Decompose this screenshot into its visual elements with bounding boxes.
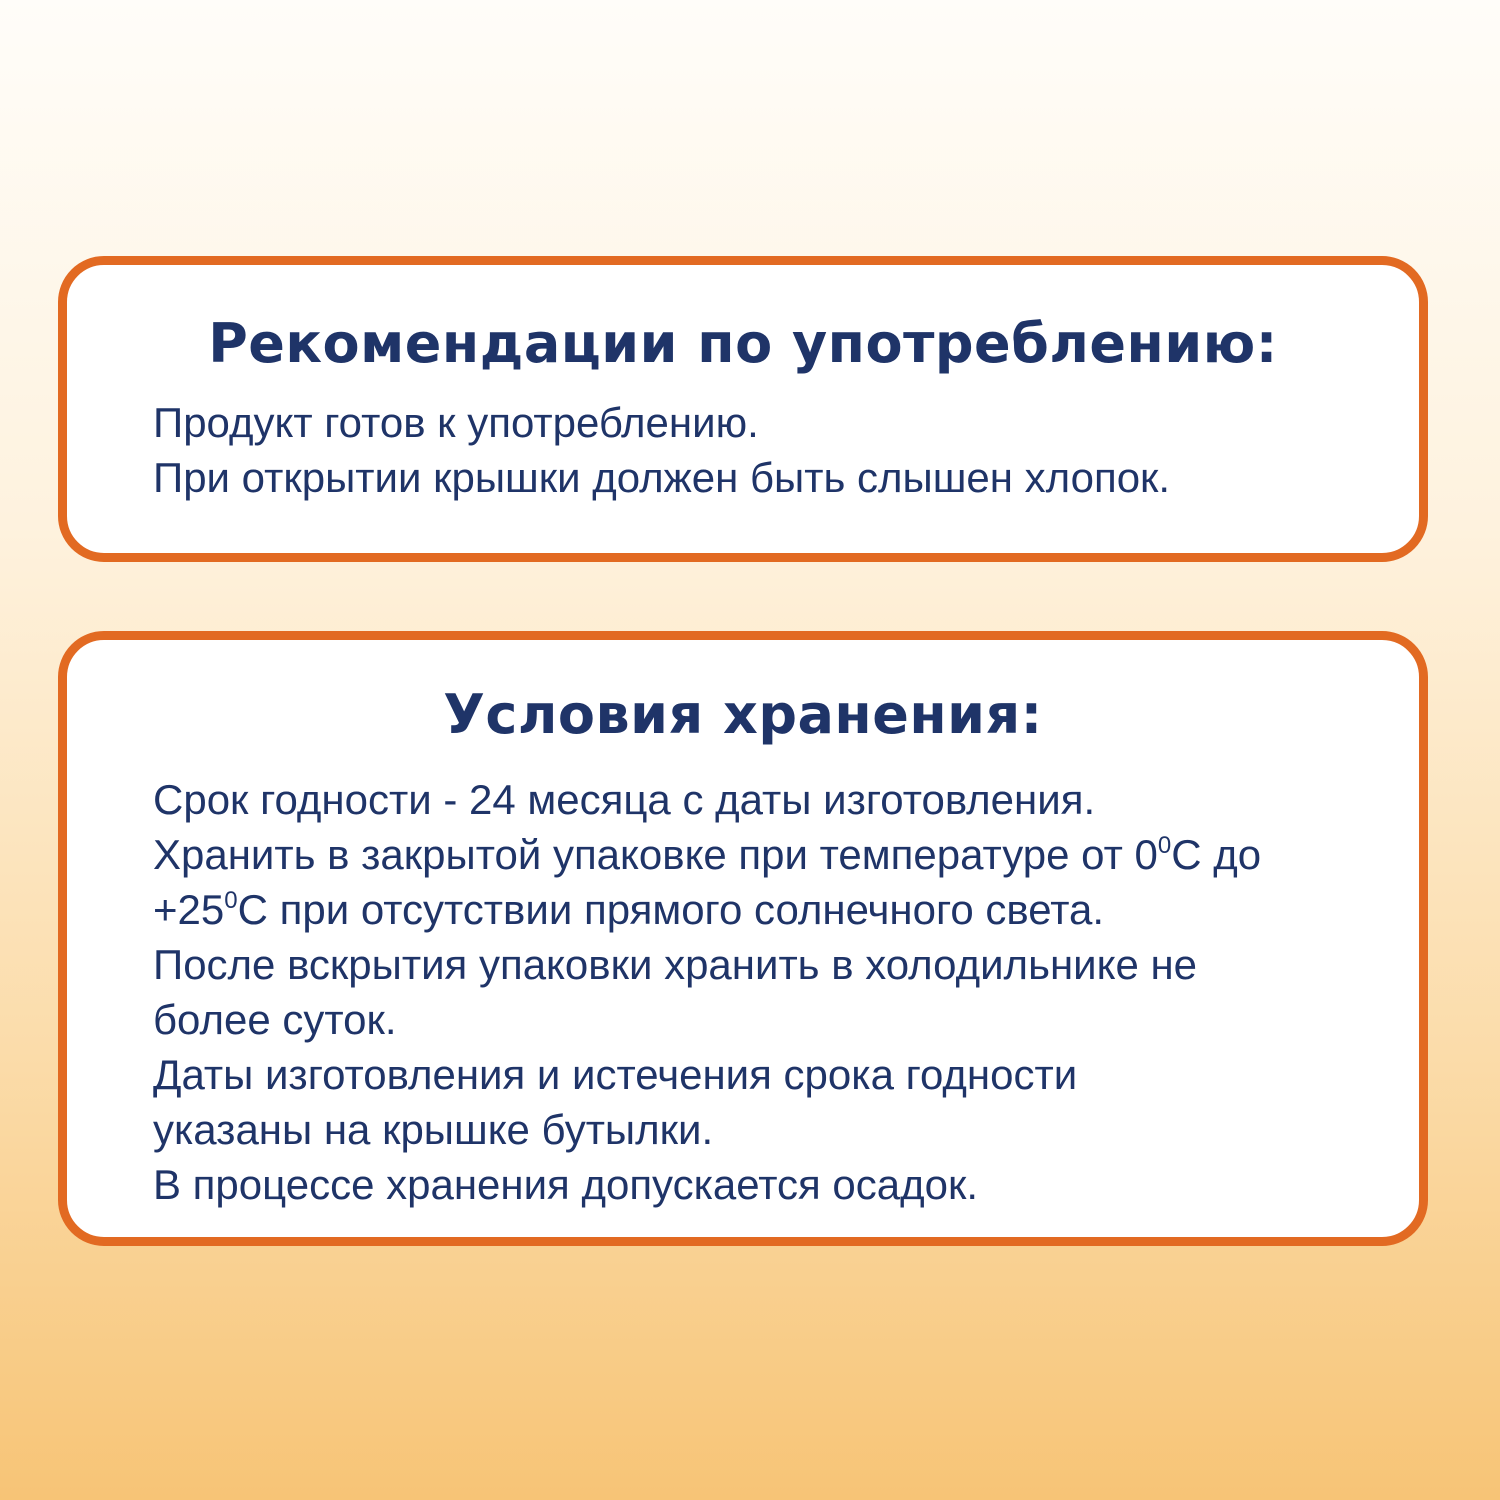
after-opening-text-1: После вскрытия упаковки хранить в холодильнике не — [153, 941, 1198, 988]
temperature-max: +25 — [153, 886, 225, 933]
storage-title: Условия хранения: — [443, 683, 1043, 746]
storage-line-shelf-life: Срок годности - 24 месяца с даты изготовления. — [153, 776, 1096, 823]
temperature-text-end: С при отсутствии прямого солнечного света. — [237, 886, 1105, 933]
storage-line-temperature — [153, 827, 1379, 937]
dates-text-2: указаны на крышке бутылки. — [153, 1106, 714, 1153]
storage-line-sediment: В процессе хранения допускается осадок. — [153, 1161, 979, 1208]
usage-title: Рекомендации по употреблению: — [208, 312, 1278, 375]
temperature-text-mid: С до — [1171, 831, 1262, 878]
storage-line-after-opening — [153, 937, 1379, 1047]
storage-text — [67, 772, 1419, 1212]
degree-mark-2: 0 — [224, 887, 238, 914]
usage-line-ready: Продукт готов к употреблению. — [153, 399, 759, 446]
dates-text-1: Даты изготовления и истечения срока годности — [153, 1051, 1078, 1098]
usage-line-pop: При открытии крышки должен быть слышен хлопок. — [153, 454, 1171, 501]
storage-line-dates — [153, 1047, 1379, 1157]
degree-mark: 0 — [1157, 832, 1172, 859]
temperature-text-start: Хранить в закрытой упаковке при температуре от 0 — [153, 831, 1158, 878]
usage-recommendations-card — [58, 256, 1428, 562]
storage-conditions-card — [58, 631, 1428, 1246]
after-opening-text-2: более суток. — [153, 996, 397, 1043]
usage-text — [67, 395, 1419, 505]
